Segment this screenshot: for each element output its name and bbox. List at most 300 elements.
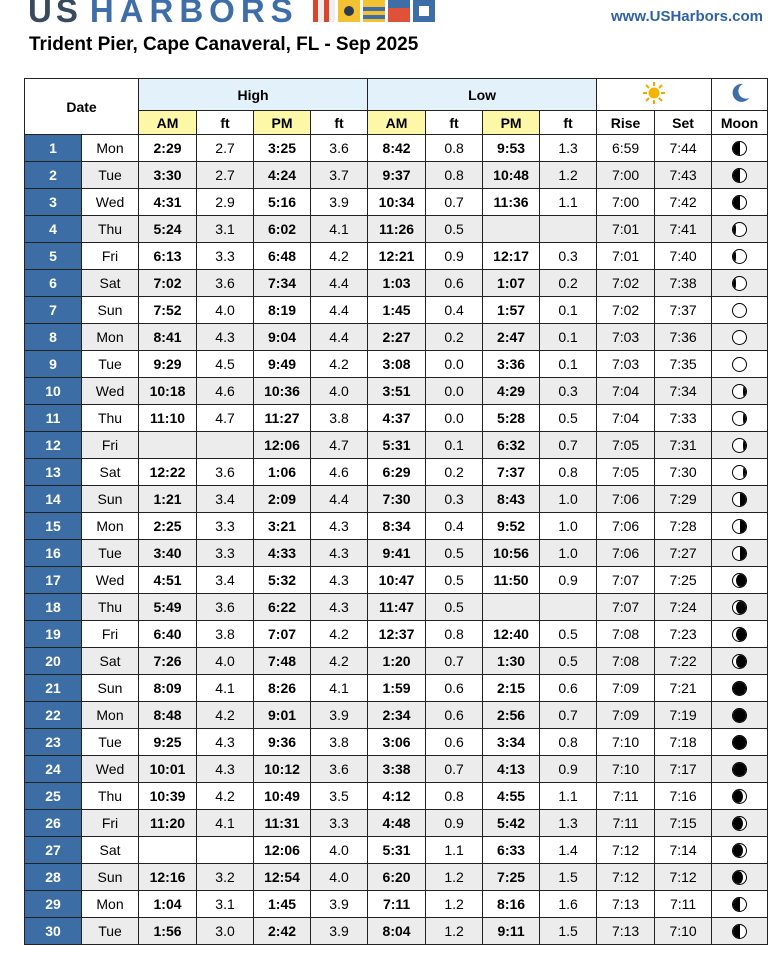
high-am-time: 1:04 <box>139 891 197 918</box>
day-of-week: Thu <box>82 405 139 432</box>
sunset-time: 7:18 <box>655 729 712 756</box>
high-am-height: 4.2 <box>197 702 254 729</box>
first-quarter-moon-icon <box>732 924 747 939</box>
day-number: 5 <box>25 243 82 270</box>
sunrise-time: 7:11 <box>597 810 655 837</box>
high-pm-time: 7:07 <box>254 621 311 648</box>
high-pm-time: 9:49 <box>254 351 311 378</box>
high-pm-height: 3.8 <box>311 729 368 756</box>
low-pm-height: 0.8 <box>540 459 597 486</box>
logo-harbors-text: HARBORS <box>89 0 299 29</box>
day-number: 10 <box>25 378 82 405</box>
waxing-gibbous-moon-icon <box>732 249 747 264</box>
low-am-height: 0.1 <box>426 432 483 459</box>
low-am-time: 8:04 <box>368 918 426 945</box>
waning-gibbous-moon-icon <box>732 465 747 480</box>
moon-phase-cell <box>712 567 768 594</box>
low-am-height: 0.5 <box>426 594 483 621</box>
high-am-time: 1:56 <box>139 918 197 945</box>
high-pm-height: 4.6 <box>311 459 368 486</box>
sunrise-time: 7:13 <box>597 918 655 945</box>
high-pm-time: 10:36 <box>254 378 311 405</box>
sunset-time: 7:30 <box>655 459 712 486</box>
low-am-height: 0.9 <box>426 243 483 270</box>
full-moon-icon <box>732 357 747 372</box>
high-pm-height: 3.9 <box>311 189 368 216</box>
day-number: 3 <box>25 189 82 216</box>
sunset-time: 7:31 <box>655 432 712 459</box>
moon-phase-cell <box>712 756 768 783</box>
table-row <box>25 837 768 864</box>
high-pm-time: 6:02 <box>254 216 311 243</box>
low-pm-height: 1.0 <box>540 513 597 540</box>
low-pm-time: 4:29 <box>483 378 540 405</box>
day-number: 24 <box>25 756 82 783</box>
sunrise-time: 7:05 <box>597 459 655 486</box>
last-quarter-moon-icon <box>732 546 747 561</box>
low-am-time: 11:47 <box>368 594 426 621</box>
high-am-time: 11:10 <box>139 405 197 432</box>
day-number: 23 <box>25 729 82 756</box>
high-pm-time: 8:26 <box>254 675 311 702</box>
day-of-week: Sun <box>82 297 139 324</box>
day-number: 15 <box>25 513 82 540</box>
high-header: High <box>139 79 368 111</box>
low-pm-ft-header: ft <box>540 111 597 135</box>
day-of-week: Sun <box>82 486 139 513</box>
low-am-time: 6:20 <box>368 864 426 891</box>
low-am-time: 9:41 <box>368 540 426 567</box>
flag-3-icon <box>363 0 385 22</box>
sunset-time: 7:35 <box>655 351 712 378</box>
day-of-week: Thu <box>82 594 139 621</box>
moon-phase-cell <box>712 702 768 729</box>
moon-phase-cell <box>712 864 768 891</box>
high-am-time: 4:51 <box>139 567 197 594</box>
day-of-week: Tue <box>82 918 139 945</box>
sunset-time: 7:25 <box>655 567 712 594</box>
sunset-time: 7:16 <box>655 783 712 810</box>
high-am-height: 4.3 <box>197 756 254 783</box>
table-row <box>25 216 768 243</box>
low-am-time: 8:34 <box>368 513 426 540</box>
sunset-time: 7:42 <box>655 189 712 216</box>
table-row <box>25 297 768 324</box>
low-am-height: 0.7 <box>426 756 483 783</box>
low-pm-height: 1.4 <box>540 837 597 864</box>
crescent-moon-icon <box>729 82 751 104</box>
table-row <box>25 567 768 594</box>
low-pm-time: 12:40 <box>483 621 540 648</box>
table-row <box>25 243 768 270</box>
low-pm-time: 9:52 <box>483 513 540 540</box>
day-of-week: Wed <box>82 756 139 783</box>
low-pm-time: 8:16 <box>483 891 540 918</box>
moon-phase-cell <box>712 837 768 864</box>
sunrise-time: 7:08 <box>597 621 655 648</box>
day-number: 20 <box>25 648 82 675</box>
high-pm-height: 4.0 <box>311 378 368 405</box>
high-pm-height: 3.6 <box>311 135 368 162</box>
table-row <box>25 891 768 918</box>
sunset-time: 7:23 <box>655 621 712 648</box>
flag-4-icon <box>388 0 410 22</box>
low-header: Low <box>368 79 597 111</box>
high-am-height: 3.3 <box>197 540 254 567</box>
day-of-week: Fri <box>82 243 139 270</box>
high-am-time: 5:49 <box>139 594 197 621</box>
high-am-time: 10:01 <box>139 756 197 783</box>
low-am-header: AM <box>368 111 426 135</box>
high-pm-time: 8:19 <box>254 297 311 324</box>
flag-1-icon <box>313 0 335 22</box>
low-am-height: 0.6 <box>426 702 483 729</box>
day-number: 22 <box>25 702 82 729</box>
high-pm-time: 4:33 <box>254 540 311 567</box>
high-am-time: 8:41 <box>139 324 197 351</box>
day-number: 17 <box>25 567 82 594</box>
high-am-height: 2.7 <box>197 162 254 189</box>
new-moon-icon <box>732 762 747 777</box>
sunset-time: 7:43 <box>655 162 712 189</box>
high-am-height: 3.6 <box>197 270 254 297</box>
sunset-time: 7:41 <box>655 216 712 243</box>
low-pm-time: 9:11 <box>483 918 540 945</box>
moon-phase-cell <box>712 810 768 837</box>
table-row <box>25 378 768 405</box>
low-pm-height: 0.3 <box>540 378 597 405</box>
high-am-height: 3.3 <box>197 243 254 270</box>
site-url-link[interactable]: www.USHarbors.com <box>611 8 763 25</box>
day-number: 16 <box>25 540 82 567</box>
high-pm-time: 12:06 <box>254 837 311 864</box>
high-pm-time: 10:12 <box>254 756 311 783</box>
sunset-time: 7:21 <box>655 675 712 702</box>
low-pm-time: 10:56 <box>483 540 540 567</box>
first-quarter-moon-icon <box>732 141 747 156</box>
first-quarter-moon-icon <box>732 897 747 912</box>
day-of-week: Thu <box>82 216 139 243</box>
flag-5-icon <box>413 0 435 22</box>
moon-phase-cell <box>712 891 768 918</box>
high-pm-height: 3.3 <box>311 810 368 837</box>
high-am-height: 2.7 <box>197 135 254 162</box>
low-pm-height: 1.1 <box>540 189 597 216</box>
high-pm-height: 4.1 <box>311 216 368 243</box>
low-pm-height: 0.9 <box>540 756 597 783</box>
low-pm-time: 2:56 <box>483 702 540 729</box>
day-of-week: Wed <box>82 189 139 216</box>
moon-phase-cell <box>712 432 768 459</box>
high-pm-time: 6:22 <box>254 594 311 621</box>
table-row <box>25 864 768 891</box>
sunset-time: 7:40 <box>655 243 712 270</box>
tide-table-body <box>25 135 768 945</box>
waning-crescent-moon-icon <box>732 654 747 669</box>
low-am-height: 0.5 <box>426 216 483 243</box>
low-am-time: 5:31 <box>368 837 426 864</box>
table-row <box>25 162 768 189</box>
low-am-time: 4:12 <box>368 783 426 810</box>
low-am-time: 4:48 <box>368 810 426 837</box>
high-pm-height: 3.7 <box>311 162 368 189</box>
day-of-week: Tue <box>82 729 139 756</box>
day-of-week: Wed <box>82 567 139 594</box>
day-number: 1 <box>25 135 82 162</box>
table-row <box>25 783 768 810</box>
low-pm-height: 0.2 <box>540 270 597 297</box>
table-row <box>25 351 768 378</box>
moon-phase-cell <box>712 540 768 567</box>
low-am-time: 1:20 <box>368 648 426 675</box>
table-row <box>25 756 768 783</box>
sunrise-time: 7:03 <box>597 324 655 351</box>
moon-phase-cell <box>712 486 768 513</box>
low-pm-height: 0.5 <box>540 648 597 675</box>
high-am-time: 12:16 <box>139 864 197 891</box>
low-am-height: 0.2 <box>426 459 483 486</box>
waning-gibbous-moon-icon <box>732 438 747 453</box>
sunset-time: 7:24 <box>655 594 712 621</box>
low-pm-time: 1:30 <box>483 648 540 675</box>
low-pm-height: 1.2 <box>540 162 597 189</box>
day-of-week: Tue <box>82 351 139 378</box>
low-pm-height: 1.3 <box>540 135 597 162</box>
low-pm-height: 1.5 <box>540 918 597 945</box>
day-of-week: Fri <box>82 432 139 459</box>
sunset-time: 7:17 <box>655 756 712 783</box>
day-number: 28 <box>25 864 82 891</box>
high-am-header: AM <box>139 111 197 135</box>
low-am-height: 0.8 <box>426 783 483 810</box>
low-pm-height: 0.7 <box>540 702 597 729</box>
high-pm-time: 1:06 <box>254 459 311 486</box>
first-quarter-moon-icon <box>732 195 747 210</box>
low-pm-height: 0.5 <box>540 405 597 432</box>
moon-phase-cell <box>712 405 768 432</box>
high-am-height: 3.1 <box>197 891 254 918</box>
high-pm-height: 4.4 <box>311 297 368 324</box>
day-number: 14 <box>25 486 82 513</box>
low-am-height: 0.5 <box>426 540 483 567</box>
table-row <box>25 810 768 837</box>
high-pm-time: 5:16 <box>254 189 311 216</box>
low-am-height: 0.8 <box>426 162 483 189</box>
day-of-week: Tue <box>82 540 139 567</box>
low-am-height: 0.6 <box>426 675 483 702</box>
day-of-week: Mon <box>82 135 139 162</box>
high-am-time: 9:25 <box>139 729 197 756</box>
day-of-week: Sun <box>82 864 139 891</box>
low-am-time: 3:51 <box>368 378 426 405</box>
day-number: 2 <box>25 162 82 189</box>
table-row <box>25 648 768 675</box>
high-am-height: 4.1 <box>197 810 254 837</box>
day-of-week: Sat <box>82 837 139 864</box>
low-pm-time: 3:34 <box>483 729 540 756</box>
low-am-time: 3:38 <box>368 756 426 783</box>
low-pm-time <box>483 594 540 621</box>
high-pm-time: 7:34 <box>254 270 311 297</box>
moon-phase-cell <box>712 324 768 351</box>
high-am-height: 4.5 <box>197 351 254 378</box>
low-pm-height: 0.3 <box>540 243 597 270</box>
table-row <box>25 513 768 540</box>
high-pm-time: 5:32 <box>254 567 311 594</box>
logo-us-text: US <box>28 0 82 29</box>
day-of-week: Mon <box>82 702 139 729</box>
low-pm-time: 5:28 <box>483 405 540 432</box>
high-am-height: 4.0 <box>197 297 254 324</box>
sunrise-time: 7:04 <box>597 405 655 432</box>
last-quarter-moon-icon <box>732 492 747 507</box>
sunset-time: 7:44 <box>655 135 712 162</box>
waning-gibbous-moon-icon <box>732 411 747 426</box>
low-am-time: 3:08 <box>368 351 426 378</box>
low-am-time: 1:45 <box>368 297 426 324</box>
high-am-time: 2:25 <box>139 513 197 540</box>
low-pm-height: 0.1 <box>540 297 597 324</box>
low-pm-height: 0.8 <box>540 729 597 756</box>
high-pm-height: 3.5 <box>311 783 368 810</box>
tide-table <box>24 78 768 945</box>
sunset-time: 7:38 <box>655 270 712 297</box>
table-row <box>25 918 768 945</box>
high-am-time <box>139 837 197 864</box>
high-pm-time: 6:48 <box>254 243 311 270</box>
low-pm-height: 1.5 <box>540 864 597 891</box>
day-number: 18 <box>25 594 82 621</box>
low-am-time: 12:21 <box>368 243 426 270</box>
low-pm-header: PM <box>483 111 540 135</box>
table-row <box>25 432 768 459</box>
low-pm-time: 4:13 <box>483 756 540 783</box>
low-am-height: 0.5 <box>426 567 483 594</box>
day-of-week: Mon <box>82 324 139 351</box>
sunset-time: 7:12 <box>655 864 712 891</box>
low-am-time: 1:59 <box>368 675 426 702</box>
low-am-time: 1:03 <box>368 270 426 297</box>
waxing-gibbous-moon-icon <box>732 276 747 291</box>
high-am-time: 10:39 <box>139 783 197 810</box>
low-am-height: 0.7 <box>426 189 483 216</box>
sunset-time: 7:28 <box>655 513 712 540</box>
low-am-time: 9:37 <box>368 162 426 189</box>
high-am-time: 3:40 <box>139 540 197 567</box>
low-am-height: 0.6 <box>426 270 483 297</box>
table-row <box>25 270 768 297</box>
waxing-gibbous-moon-icon <box>732 222 747 237</box>
moon-icon-header <box>712 79 768 111</box>
day-of-week: Fri <box>82 810 139 837</box>
sunrise-time: 7:09 <box>597 675 655 702</box>
sunrise-time: 7:02 <box>597 297 655 324</box>
day-of-week: Sat <box>82 459 139 486</box>
low-am-time: 6:29 <box>368 459 426 486</box>
moon-phase-cell <box>712 729 768 756</box>
low-am-height: 0.9 <box>426 810 483 837</box>
high-am-height: 3.2 <box>197 864 254 891</box>
low-pm-height: 0.5 <box>540 621 597 648</box>
low-pm-time: 1:57 <box>483 297 540 324</box>
low-am-time: 10:47 <box>368 567 426 594</box>
sunset-time: 7:22 <box>655 648 712 675</box>
sun-header <box>597 79 712 111</box>
sunrise-time: 7:03 <box>597 351 655 378</box>
high-pm-height: 3.9 <box>311 891 368 918</box>
day-number: 21 <box>25 675 82 702</box>
low-am-time: 7:11 <box>368 891 426 918</box>
moon-phase-cell <box>712 513 768 540</box>
high-am-time: 5:24 <box>139 216 197 243</box>
low-pm-height: 0.1 <box>540 351 597 378</box>
low-pm-time: 12:17 <box>483 243 540 270</box>
high-pm-height: 4.0 <box>311 837 368 864</box>
high-pm-height: 4.4 <box>311 324 368 351</box>
table-row <box>25 675 768 702</box>
sunrise-time: 7:11 <box>597 783 655 810</box>
table-row <box>25 486 768 513</box>
logo-wordmark <box>28 0 299 28</box>
high-am-height: 3.6 <box>197 594 254 621</box>
low-pm-height: 1.6 <box>540 891 597 918</box>
day-of-week: Tue <box>82 162 139 189</box>
high-pm-height: 4.3 <box>311 594 368 621</box>
signal-flags-icon <box>313 0 435 22</box>
waning-crescent-moon-icon <box>732 627 747 642</box>
day-of-week: Mon <box>82 513 139 540</box>
first-quarter-moon-icon <box>732 168 747 183</box>
sunrise-time: 7:01 <box>597 216 655 243</box>
high-am-time: 7:26 <box>139 648 197 675</box>
day-of-week: Fri <box>82 621 139 648</box>
high-am-time: 11:20 <box>139 810 197 837</box>
low-pm-time: 5:42 <box>483 810 540 837</box>
day-number: 9 <box>25 351 82 378</box>
low-am-time: 5:31 <box>368 432 426 459</box>
low-am-time: 4:37 <box>368 405 426 432</box>
low-pm-time: 11:36 <box>483 189 540 216</box>
high-am-time: 1:21 <box>139 486 197 513</box>
high-am-height: 2.9 <box>197 189 254 216</box>
waxing-crescent-moon-icon <box>732 843 747 858</box>
high-am-time: 8:48 <box>139 702 197 729</box>
sunset-time: 7:14 <box>655 837 712 864</box>
sunset-time: 7:10 <box>655 918 712 945</box>
sunrise-time: 7:06 <box>597 486 655 513</box>
high-am-height: 4.3 <box>197 324 254 351</box>
high-pm-height: 4.4 <box>311 270 368 297</box>
day-number: 26 <box>25 810 82 837</box>
low-am-time: 10:34 <box>368 189 426 216</box>
day-number: 27 <box>25 837 82 864</box>
sunset-time: 7:19 <box>655 702 712 729</box>
day-of-week: Sat <box>82 648 139 675</box>
sunrise-time: 7:13 <box>597 891 655 918</box>
last-quarter-moon-icon <box>732 519 747 534</box>
table-row <box>25 540 768 567</box>
high-pm-time: 3:25 <box>254 135 311 162</box>
sunrise-time: 7:07 <box>597 594 655 621</box>
low-pm-time: 9:53 <box>483 135 540 162</box>
sunrise-time: 7:10 <box>597 756 655 783</box>
high-am-height: 4.3 <box>197 729 254 756</box>
low-am-height: 1.2 <box>426 864 483 891</box>
high-pm-height: 3.6 <box>311 756 368 783</box>
sunrise-time: 7:06 <box>597 513 655 540</box>
low-am-height: 1.1 <box>426 837 483 864</box>
sunrise-time: 7:08 <box>597 648 655 675</box>
